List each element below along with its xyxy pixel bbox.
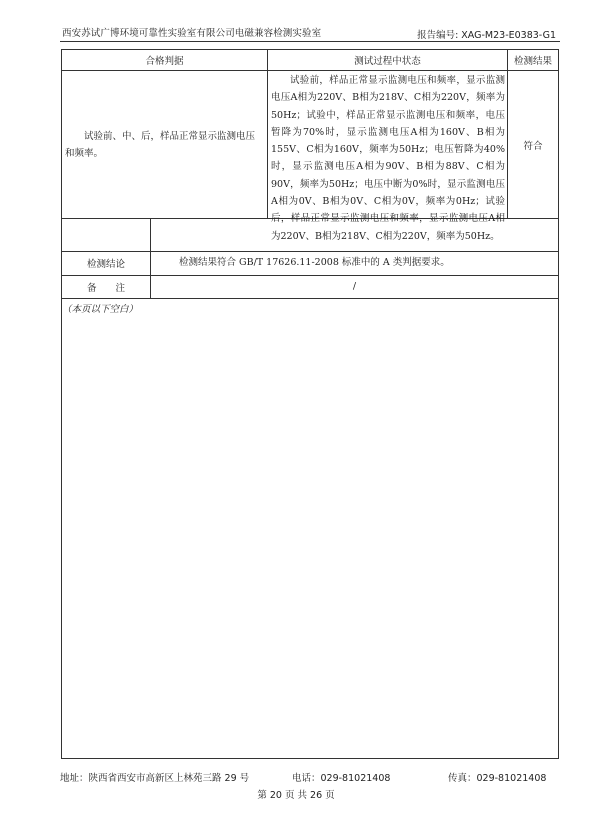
report-number: 报告编号: XAG-M23-E0383-G1 [417, 30, 556, 41]
report-table [61, 49, 559, 759]
header-divider [60, 41, 560, 42]
page-number: 第 20 页 共 26 页 [257, 790, 335, 801]
header-org: 西安苏试广博环境可靠性实验室有限公司电磁兼容检测实验室 [62, 28, 322, 39]
col-header-criteria: 合格判据 [145, 56, 184, 67]
col-header-result: 检测结果 [513, 56, 552, 67]
blank-note: （本页以下空白） [62, 304, 139, 315]
row-divider-4 [62, 298, 558, 299]
footer-phone: 电话：029-81021408 [292, 773, 391, 784]
remarks-label: 备 注 [86, 282, 125, 294]
footer-fax: 传真：029-81021408 [448, 773, 547, 784]
col-header-process: 测试过程中状态 [354, 56, 421, 67]
conclusion-value: 检测结果符合 GB/T 17626.11-2008 标准中的 A 类判据要求。 [179, 257, 450, 268]
criteria-cell: 试验前、中、后，样品正常显示监测电压和频率。 [65, 130, 256, 159]
footer-address: 地址：陕西省西安市高新区上林苑三路 29 号 [60, 773, 250, 784]
conclusion-label: 检测结论 [86, 259, 125, 270]
process-cell: 试验前，样品正常显示监测电压和频率，显示监测电压A相为220V、B相为218V、C相为220V，频率为50Hz；试验中，样品正常显示监测电压和频率，电压暂降为70%时，显示监测电压A相为160V、B相为155V、C相为160V，频率为50Hz；电压暂降为40%时，显示监测电压A相为90V、B相为88V、C相为90V，频率为50Hz；电压中断为0%时，显示监测电压A相为0V、B相为0V、C相为0V，频率为0Hz；试验后，样品正常显示监测电压和频率，显示监测电压A相为220V、B相为218V、C相为220V，频率为50Hz。 [271, 75, 505, 242]
result-cell: 符合 [523, 140, 543, 152]
remarks-value: / [352, 281, 357, 292]
